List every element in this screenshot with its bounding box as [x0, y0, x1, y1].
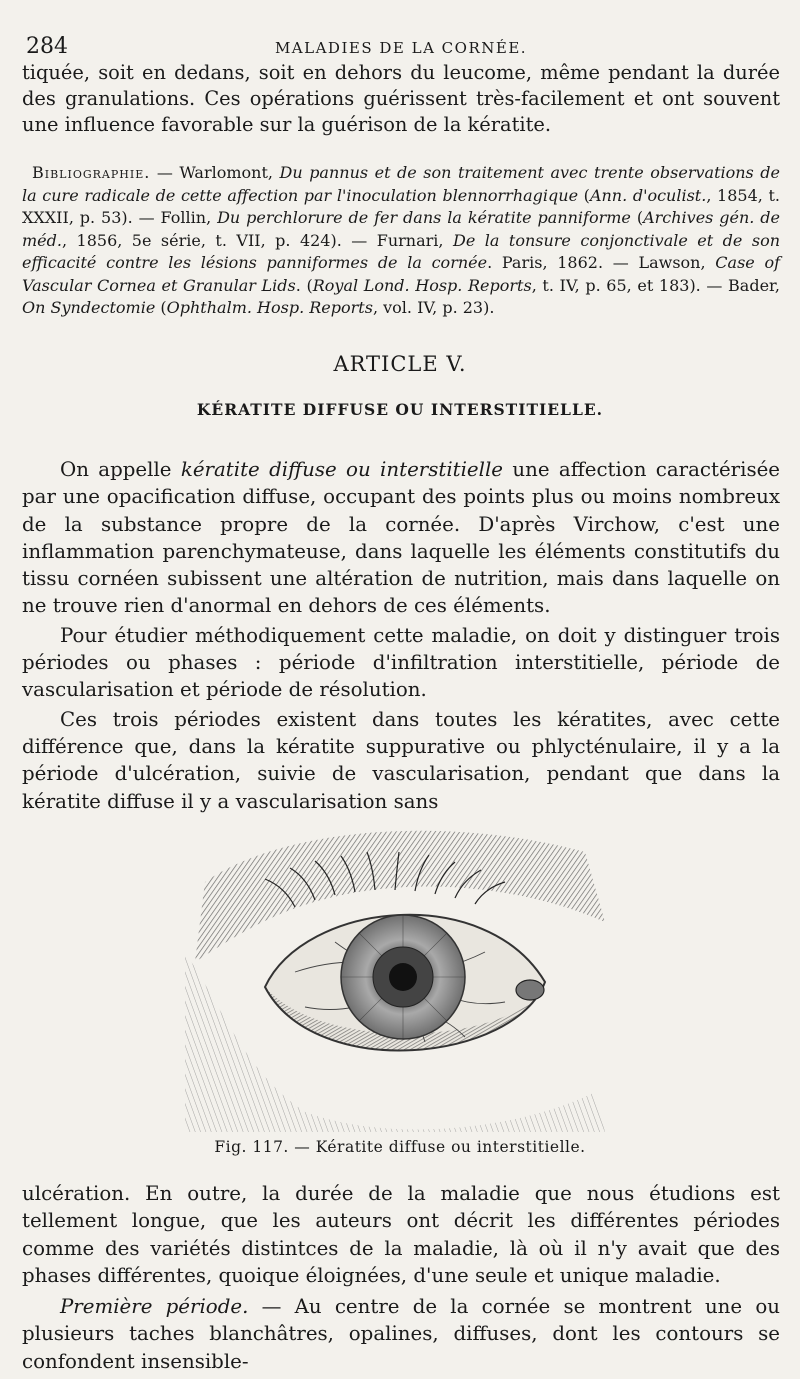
running-head: MALADIES DE LA CORNÉE.	[274, 39, 528, 57]
bibliography-run: (	[578, 185, 590, 205]
bibliography-run: Du perchlorure de fer dans la kératite panniforme	[217, 208, 631, 227]
bibliography-run: , vol. IV, p. 23).	[372, 298, 495, 317]
bibliography-run: (	[155, 298, 167, 317]
figure-eye-illustration	[185, 812, 605, 1132]
bibliography-run: Archives gén. de méd.	[22, 208, 781, 250]
bibliography-run: . (	[295, 275, 313, 295]
continuation-text	[22, 1180, 780, 1375]
bibliography-run: Royal Lond. Hosp. Reports	[312, 275, 532, 295]
bibliography-text	[22, 163, 780, 317]
intro-paragraph: tiquée, soit en dedans, soit en dehors du leucome, même pendant la durée des granulations. Ces opérations guérissent très-facilement et ont souvent une influence favorable sur la guérison de la kératite.	[22, 61, 780, 136]
paragraph-phases	[22, 622, 780, 704]
paragraph-premiere-periode	[22, 1293, 780, 1375]
article-subtitle: KÉRATITE DIFFUSE OU INTERSTITIELLE.	[196, 400, 604, 419]
paragraph-run: On appelle	[60, 458, 181, 481]
eye-engraving	[185, 812, 605, 1132]
bibliography-run: Ophthalm. Hosp. Reports	[166, 298, 373, 317]
article-title: ARTICLE V.	[333, 352, 467, 376]
bibliography-run: , t. IV, p. 65, et 183). — Bader,	[531, 275, 781, 295]
page-number: 284	[26, 34, 68, 59]
bibliography-run: Du pannus et de son traitement avec trente observations de la cure radicale de cette affection par l'inoculation blennorrhagique	[22, 163, 781, 205]
bibliography-run: On Syndectomie	[22, 298, 156, 317]
paragraph-run: kératite diffuse ou interstitielle	[180, 458, 503, 481]
paragraph-definition	[22, 456, 780, 620]
bibliography-label: Bibliographie.	[32, 163, 151, 182]
main-text	[22, 456, 780, 815]
bibliography-run: — Warlomont,	[150, 163, 280, 182]
bibliography-run: (	[630, 208, 644, 227]
bibliography	[22, 162, 780, 320]
paragraph-run: une affection caractérisée par une opacification diffuse, occupant des points plus ou moins nombreux de la substance propre de la cornée. D'après Virchow, c'est une inflammation parenchymateuse, dans laquelle les éléments constitutifs du tissu cornéen subissent une altération de nutrition, mais dans laquelle on ne trouve rien d'anormal en dehors de ces éléments.	[22, 458, 781, 618]
paragraph-differences	[22, 706, 780, 815]
bibliography-run: . Paris, 1862. — Lawson,	[487, 253, 716, 272]
paragraph-continuation: ulcération. En outre, la durée de la maladie que nous étudions est tellement longue, que les auteurs ont décrit les différentes périodes comme des variétés distintces de la maladie, là où il n'y avait que des phases différentes, quoique éloignées, d'une seule et unique maladie.	[22, 1182, 780, 1287]
paragraph-run: Pour étudier méthodiquement cette maladie, on doit y distinguer trois périodes ou phases : période d'infiltration interstitielle, période de vascularisation et période de résolution.	[22, 623, 780, 702]
premiere-periode-run: — Au centre de la cornée se montrent une ou plusieurs taches blanchâtres, opalines, diffuses, dont les contours se confondent insensible-	[22, 1295, 781, 1373]
bibliography-run: Ann. d'oculist.	[589, 185, 707, 205]
bibliography-run: , 1854, t. XXXII, p. 53). — Follin,	[22, 185, 781, 227]
bibliography-run: De la tonsure conjonctivale et de son efficacité contre les lésions panniformes de la cornée	[22, 230, 780, 272]
bibliography-run: Case of Vascular Cornea et Granular Lids	[22, 253, 781, 295]
figure-caption: Fig. 117. — Kératite diffuse ou interstitielle.	[214, 1138, 586, 1156]
bibliography-run: , 1856, 5e série, t. VII, p. 424). — Furnari,	[61, 230, 453, 250]
paragraph-run: Ces trois périodes existent dans toutes les kératites, avec cette différence que, dans la kératite suppurative ou phlycténulaire, il y a la période d'ulcération, suivie de vascularisation, pendant que dans la kératite diffuse il y a vascularisation sans	[22, 707, 780, 813]
premiere-periode-run: Première période.	[60, 1295, 249, 1319]
